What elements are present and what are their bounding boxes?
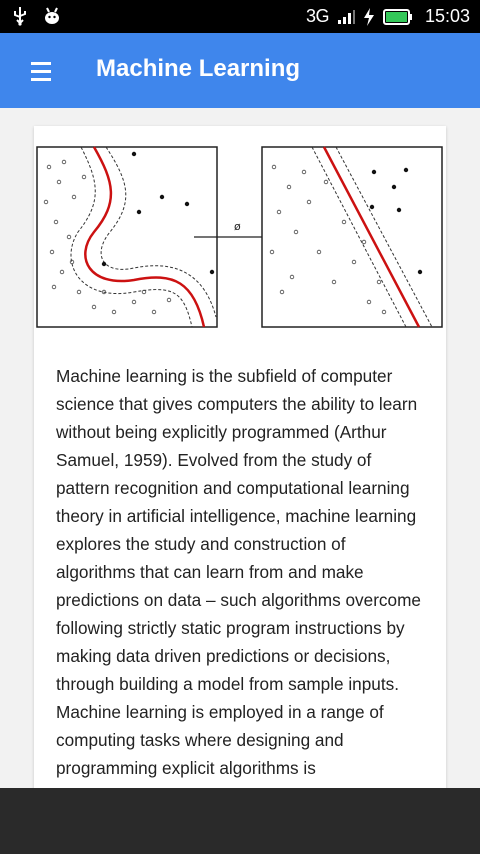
- signal-icon: [337, 9, 355, 25]
- charging-icon: [363, 8, 375, 26]
- arrow-label: ø: [234, 220, 241, 233]
- article-text: Machine learning is the subfield of computer science that gives computers the ability to learn without being explicitly programmed (Arthur Samuel, 1959). Evolved from the study of pattern recognition and computational learning theory in artificial intelligence, machine learning explores the study and construction of algorithms that can learn from and make predictions on data – such algorithms overcome following strictly static program instructions by making data driven predictions or decisions, through building a model from sample inputs. Machine learning is employed in a range of computing tasks where designing and programming explicit algorithms is: [56, 366, 421, 778]
- hamburger-menu-icon[interactable]: [22, 55, 56, 87]
- app-bar: [0, 33, 480, 108]
- clock: 15:03: [424, 6, 470, 26]
- content-scroll[interactable]: [0, 108, 480, 788]
- bottom-bar: [0, 788, 480, 854]
- network-type: 3G: [305, 6, 329, 26]
- usb-icon: [12, 6, 28, 26]
- android-debug-icon: [42, 6, 62, 26]
- classification-diagram: [34, 142, 446, 332]
- app-title: Machine Learning: [96, 55, 301, 82]
- battery-icon: [383, 9, 413, 25]
- article-card: [34, 126, 446, 788]
- status-bar: [0, 0, 480, 33]
